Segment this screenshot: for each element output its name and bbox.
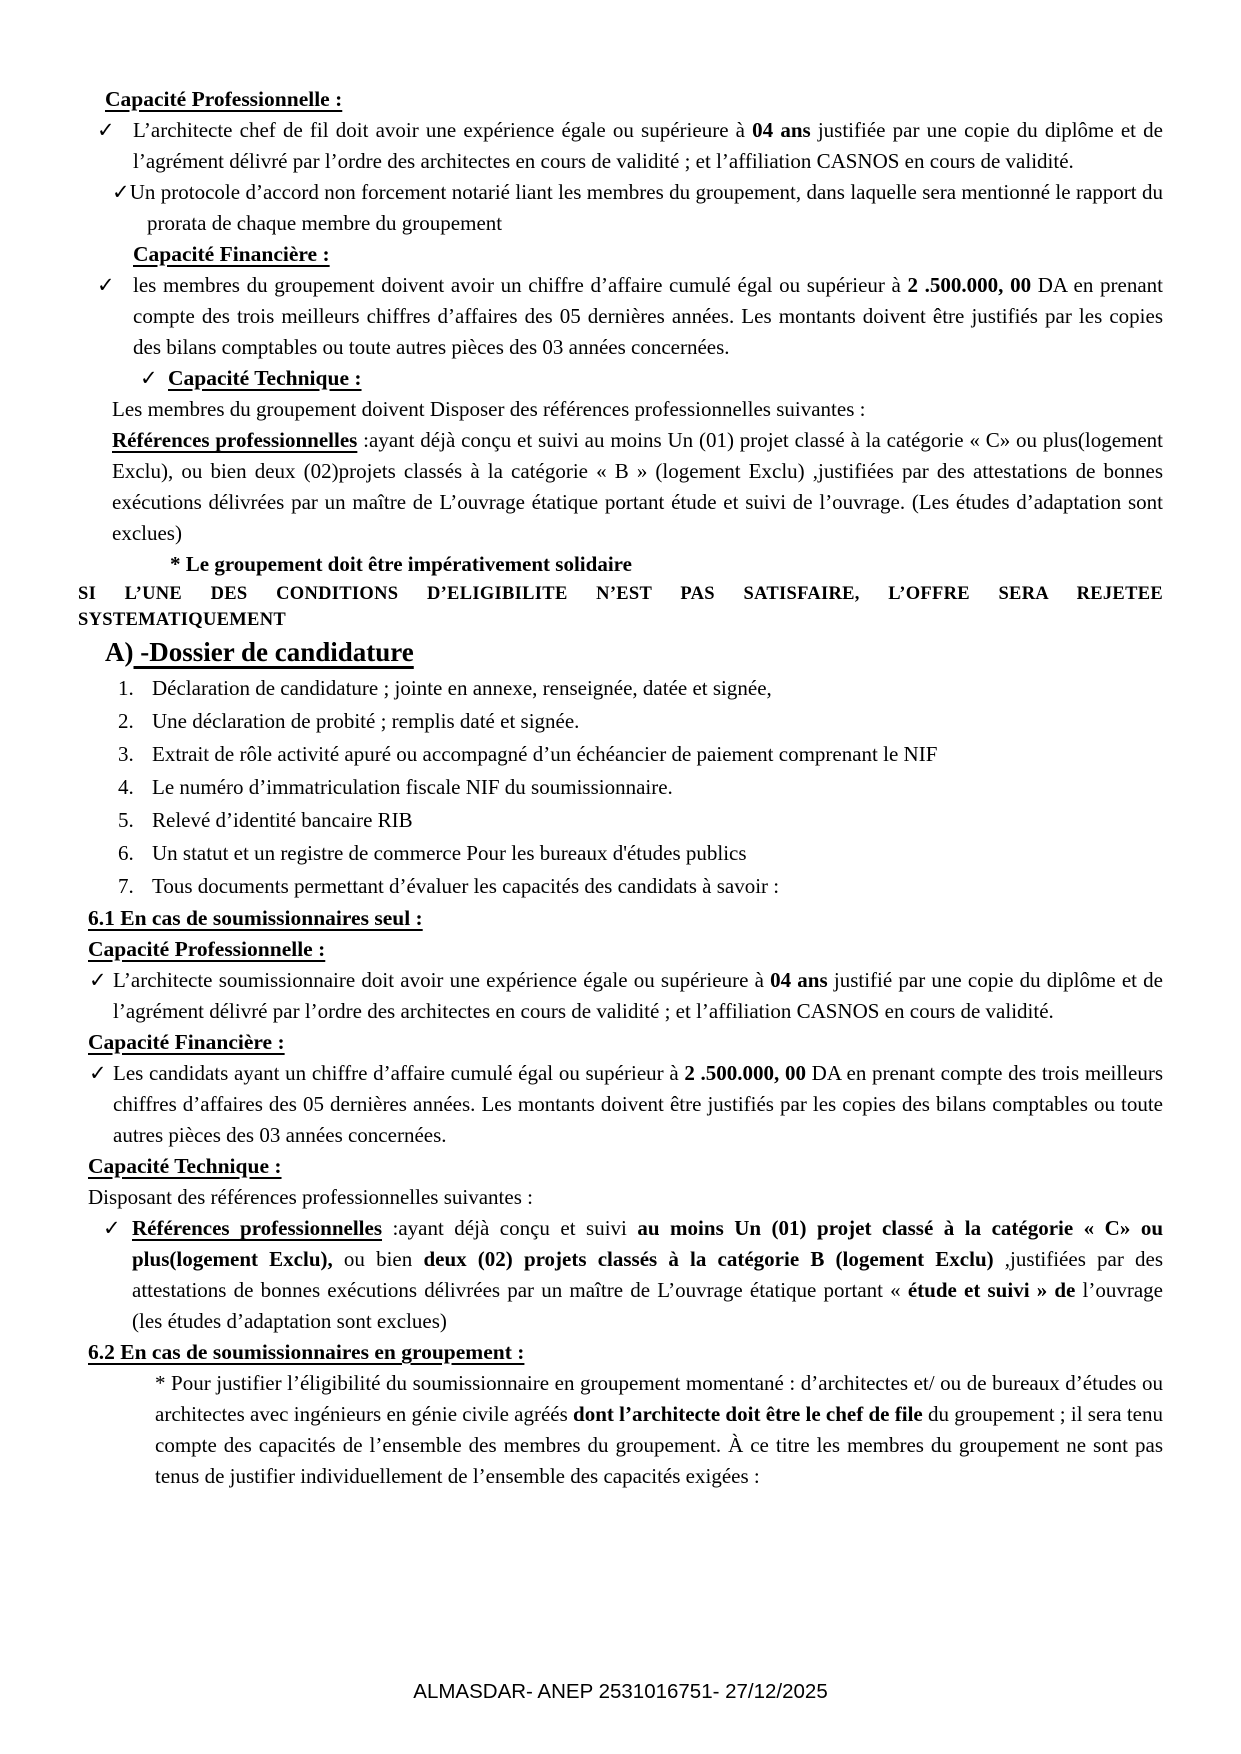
- paragraph: [133, 270, 1163, 363]
- warning-line-1: SI L’UNE DES CONDITIONS D’ELIGIBILITE N’EST PAS SATISFAIRE, L’OFFRE SERA REJETEE: [78, 584, 1163, 604]
- heading-capacite-technique: Capacité Technique :: [168, 366, 362, 390]
- heading-capacite-technique-row: [140, 363, 1163, 394]
- text-run-references: Références professionnelles: [132, 1216, 383, 1240]
- text-run-bold: 04 ans: [752, 118, 811, 142]
- text-run-references: Références professionnelles: [112, 428, 358, 452]
- paragraph-disposant: Disposant des références professionnelles suivantes :: [88, 1185, 533, 1209]
- text-run-bold: dont l’architecte doit être le chef de file: [573, 1402, 923, 1426]
- text-run: justifié par une copie du diplôme et de l’agrément délivré par l’ordre des architectes en cours de validité ; et l’affiliation CASNOS en cours de validité.: [113, 968, 1163, 1023]
- text-run-bold: 04 ans: [770, 968, 828, 992]
- text-run-bold: 2 .500.000, 00: [907, 273, 1032, 297]
- list-text: Extrait de rôle activité apuré ou accompagné d’un échéancier de paiement comprenant le NIF: [152, 742, 938, 766]
- list-number: 1.: [118, 676, 134, 700]
- check-icon: ✓: [112, 180, 130, 204]
- text-run: du groupement ; il sera tenu compte des capacités de l’ensemble des membres du groupement. À ce titre les membres du groupement ne sont pas tenus de justifier individuellement de l’ensemble des capacités exigées :: [155, 1402, 1164, 1488]
- text-run-bold: au moins Un (01) projet classé à la catégorie « C» ou plus(logement Exclu),: [132, 1216, 1164, 1271]
- heading-capacite-professionnelle: Capacité Professionnelle :: [105, 87, 343, 111]
- list-number: 7.: [118, 874, 134, 898]
- check-item-architecte-groupement: [97, 115, 1163, 177]
- check-icon: ✓: [89, 1061, 107, 1085]
- heading-capacite-technique-seul: Capacité Technique :: [88, 1154, 282, 1178]
- heading-capacite-financiere: Capacité Financière :: [133, 242, 330, 266]
- check-item-references-seul: [103, 1213, 1163, 1337]
- list-number: 6.: [118, 841, 134, 865]
- check-icon: ✓: [97, 273, 115, 297]
- paragraph-disposer: Les membres du groupement doivent Disposer des références professionnelles suivantes :: [112, 397, 866, 421]
- heading-6-1: 6.1 En cas de soumissionnaires seul :: [88, 906, 423, 930]
- list-text: Relevé d’identité bancaire RIB: [152, 808, 413, 832]
- list-item: [118, 771, 1163, 804]
- list-number: 4.: [118, 775, 134, 799]
- text-run: justifiée par une copie du diplôme et de l’agrément délivré par l’ordre des architectes en cours de validité ; et l’affiliation CASNOS en cours de validité.: [133, 118, 1163, 173]
- text-run: L’architecte soumissionnaire doit avoir une expérience égale ou supérieure à: [113, 968, 771, 992]
- heading-title: -Dossier de candidature: [133, 637, 414, 667]
- list-item: [118, 804, 1163, 837]
- paragraph-groupement-momentane: [155, 1368, 1163, 1492]
- check-item-chiffre-affaire-groupement: [97, 270, 1163, 363]
- list-item: [118, 837, 1163, 870]
- check-item-chiffre-affaire-seul: [89, 1058, 1163, 1151]
- text-run: L’architecte chef de fil doit avoir une expérience égale ou supérieure à: [133, 118, 753, 142]
- heading-capacite-professionnelle-seul: Capacité Professionnelle :: [88, 937, 326, 961]
- list-text: Le numéro d’immatriculation fiscale NIF du soumissionnaire.: [152, 775, 673, 799]
- list-number: 3.: [118, 742, 134, 766]
- paragraph-solidaire: * Le groupement doit être impérativement solidaire: [170, 552, 632, 576]
- list-number: 2.: [118, 709, 134, 733]
- check-icon: ✓: [97, 118, 115, 142]
- check-item-architecte-seul: [89, 965, 1163, 1027]
- text-run: l’ouvrage (les études d’adaptation sont exclues): [132, 1278, 1164, 1333]
- text-run: ou bien: [332, 1247, 424, 1271]
- list-item: [118, 705, 1163, 738]
- text-run-bold: étude et suivi » de: [907, 1278, 1076, 1302]
- heading-6-2: 6.2 En cas de soumissionnaires en groupement :: [88, 1340, 525, 1364]
- list-text: Tous documents permettant d’évaluer les capacités des candidats à savoir :: [152, 874, 780, 898]
- text-run-bold: deux (02) projets classés à la catégorie B (logement Exclu): [423, 1247, 994, 1271]
- text-run: DA en prenant compte des trois meilleurs chiffres d’affaires des 05 dernières années. Les montants doivent être justifiés par les copies des bilans comptables ou toute autres pièces des 03 années concernées.: [113, 1061, 1164, 1147]
- text-run: :ayant déjà conçu et suivi au moins Un (01) projet classé à la catégorie « C» ou plus(logement Exclu), ou bien deux (02)projets classés à la catégorie « B » (logement Exclu) ,justifiées par des attestations de bonnes exécutions délivrées par un maître de L’ouvrage étatique portant étude et suivi de l’ouvrage. (Les études d’adaptation sont exclues): [112, 428, 1164, 545]
- text-run: * Pour justifier l’éligibilité du soumissionnaire en groupement momentané : d’architectes et/ ou de bureaux d’études ou architectes avec ingénieurs en génie civile agréés: [155, 1371, 1163, 1426]
- list-item: [118, 870, 1163, 903]
- list-text: Déclaration de candidature ; jointe en annexe, renseignée, datée et signée,: [152, 676, 772, 700]
- check-item-protocole: [78, 177, 1163, 239]
- text-run: les membres du groupement doivent avoir un chiffre d’affaire cumulé égal ou supérieur à: [133, 273, 908, 297]
- paragraph: [132, 1213, 1163, 1337]
- list-item: [118, 672, 1163, 705]
- list-text: Un statut et un registre de commerce Pour les bureaux d'études publics: [152, 841, 747, 865]
- heading-capacite-financiere-seul: Capacité Financière :: [88, 1030, 285, 1054]
- paragraph: [113, 1058, 1163, 1151]
- heading-dossier-candidature: [105, 632, 1163, 672]
- list-text: Une déclaration de probité ; remplis daté et signée.: [152, 709, 580, 733]
- check-icon: ✓: [140, 366, 158, 390]
- text-run: DA en prenant compte des trois meilleurs chiffres d’affaires des 05 dernières années. Les montants doivent être justifiés par les copies des bilans comptables ou toute autres pièces des 03 années concernées.: [133, 273, 1163, 359]
- paragraph: [133, 115, 1163, 177]
- paragraph: [113, 965, 1163, 1027]
- heading-prefix: A): [105, 637, 134, 667]
- list-number: 5.: [118, 808, 134, 832]
- check-icon: ✓: [89, 968, 107, 992]
- text-run: Un protocole d’accord non forcement notarié liant les membres du groupement, dans laquelle sera mentionné le rapport du prorata de chaque membre du groupement: [129, 180, 1163, 235]
- warning-line-2: SYSTEMATIQUEMENT: [78, 610, 286, 630]
- text-run: ,justifiées par des attestations de bonnes exécutions délivrées par un maître de L’ouvrage étatique portant «: [132, 1247, 1164, 1302]
- list-item: [118, 738, 1163, 771]
- text-run: :ayant déjà conçu et suivi: [382, 1216, 638, 1240]
- text-run-bold: 2 .500.000, 00: [684, 1061, 806, 1085]
- check-icon: ✓: [103, 1216, 121, 1240]
- footer-anep-reference: ALMASDAR- ANEP 2531016751- 27/12/2025: [413, 1680, 828, 1703]
- paragraph-references-groupement: [112, 425, 1163, 549]
- text-run: Les candidats ayant un chiffre d’affaire cumulé égal ou supérieur à: [113, 1061, 685, 1085]
